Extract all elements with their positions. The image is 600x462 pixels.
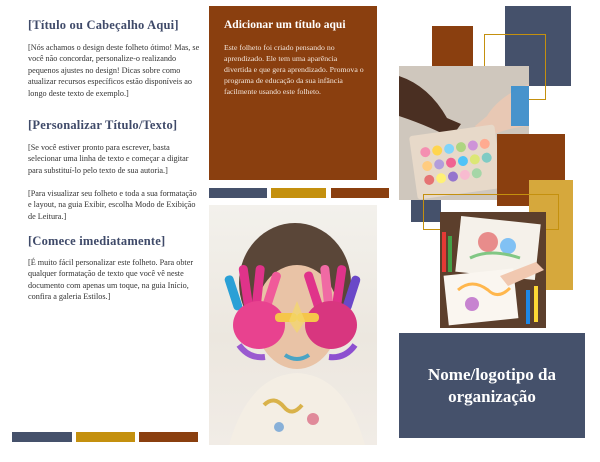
color-bar-brown — [139, 432, 198, 442]
box-title: Adicionar um título aqui — [224, 19, 346, 31]
children-drawing-photo — [440, 212, 546, 328]
color-bar-navy — [12, 432, 72, 442]
color-bar-navy-mid — [209, 188, 267, 198]
child-painted-hands-photo — [209, 205, 377, 445]
paragraph-ready: [Se você estiver pronto para escrever, basta selecionar uma linha de texto e começar a digitar para substituí-lo pelo texto de sua autoria.] — [28, 143, 189, 175]
organization-name: Nome/logotipo da organização — [428, 364, 556, 406]
heading-customize: [Personalizar Título/Texto] — [28, 118, 178, 132]
paragraph-styles: [É muito fácil personalizar este folheto. Para obter qualquer formatação de texto que você vê neste documento com apenas um toque, na guia Início, confira a galeria Estilos.] — [28, 258, 194, 302]
color-bar-gold-mid — [271, 188, 326, 198]
heading-title: [Título ou Cabeçalho Aqui] — [28, 18, 179, 32]
color-bar-gold — [76, 432, 135, 442]
title-box — [209, 6, 377, 180]
paragraph-reading-mode: [Para visualizar seu folheto e toda a sua formatação e layout, na guia Exibir, escolha Modo de Exibição de Leitura.] — [28, 189, 197, 221]
organization-logo-box — [399, 333, 585, 438]
paragraph-intro: [Nós achamos o design deste folheto ótimo! Mas, se você não concordar, personalize-o realizando pequenos ajustes no design! Dicas sobre como atualizar recursos específicos estão disponíveis ao longo deste texto de exemplo.] — [28, 43, 200, 98]
box-body: Este folheto foi criado pensando no aprendizado. Ele tem uma aparência divertida e que gera aprendizado. Promova o programa de educação da sua infância facilmente usando este folheto. — [224, 43, 364, 96]
heading-start: [Comece imediatamente] — [28, 234, 166, 248]
color-bar-brown-mid — [331, 188, 389, 198]
deco-square-brown-top — [432, 26, 473, 67]
